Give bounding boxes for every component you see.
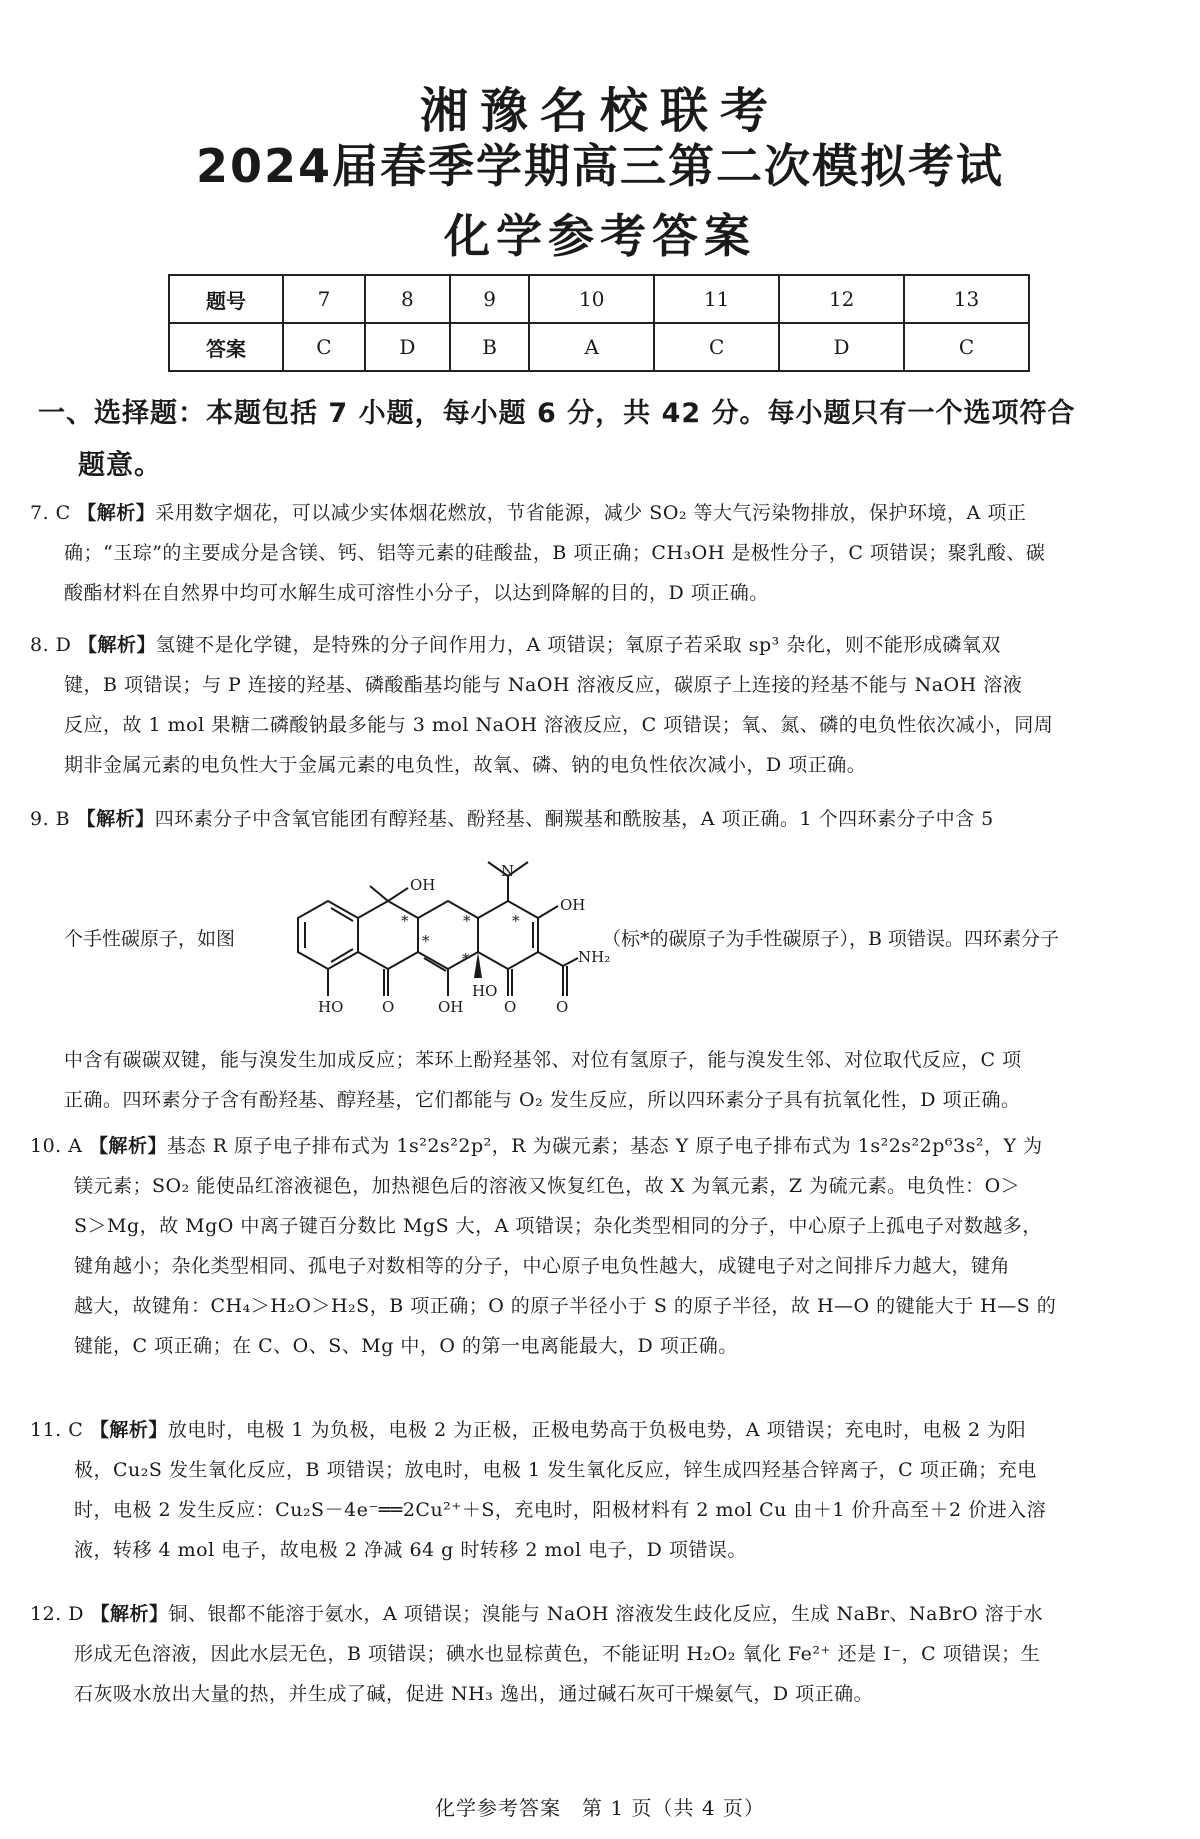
explanation-line: 酸酯材料在自然界中均可水解生成可溶性小分子，以达到降解的目的，D 项正确。 bbox=[64, 582, 769, 604]
question-number: 8. D bbox=[30, 634, 78, 656]
chiral-star: * bbox=[463, 912, 471, 930]
explanation-line: 石灰吸水放出大量的热，并生成了碱，促进 NH₃ 逸出，通过碱石灰可干燥氨气，D 项正确。 bbox=[74, 1683, 874, 1705]
question-number: 7. C bbox=[30, 502, 78, 524]
table-cell-answer: C bbox=[654, 323, 779, 371]
question-number: 10. A bbox=[30, 1135, 90, 1157]
explanation-line: 氢键不是化学键，是特殊的分子间作用力，A 项错误；氧原子若采取 sp³ 杂化，则不能形成磷氧双 bbox=[155, 634, 1001, 656]
table-cell-answer: D bbox=[365, 323, 450, 371]
explanation-line: 确；“玉琮”的主要成分是含镁、钙、铝等元素的硅酸盐，B 项正确；CH₃OH 是极性分子，C 项错误；聚乳酸、碳 bbox=[64, 542, 1046, 564]
structure-label-nh2: NH₂ bbox=[578, 948, 611, 966]
explanation-line: 极，Cu₂S 发生氧化反应，B 项错误；放电时，电极 1 发生氧化反应，锌生成四羟基合锌离子，C 项正确；充电 bbox=[74, 1459, 1037, 1481]
section-heading bbox=[38, 388, 1178, 492]
chiral-star: * bbox=[462, 950, 470, 968]
header-line3: 化学参考答案 bbox=[444, 209, 756, 263]
analysis-tag: 【解析】 bbox=[89, 1135, 168, 1157]
explanation-line: 键能，C 项正确；在 C、O、S、Mg 中，O 的第一电离能最大，D 项正确。 bbox=[74, 1335, 738, 1357]
structure-label-oh: OH bbox=[410, 876, 436, 894]
explanation-line: 正确。四环素分子含有酚羟基、醇羟基，它们都能与 O₂ 发生反应，所以四环素分子具有抗氧化性，D 项正确。 bbox=[64, 1089, 1021, 1111]
table-cell-question: 7 bbox=[283, 275, 365, 323]
explanation-line: 越大，故键角：CH₄＞H₂O＞H₂S，B 项正确；O 的原子半径小于 S 的原子半径，故 H—O 的键能大于 H—S 的 bbox=[74, 1295, 1057, 1317]
analysis-tag: 【解析】 bbox=[76, 808, 155, 830]
analysis-tag: 【解析】 bbox=[89, 1419, 168, 1441]
table-cell-question: 11 bbox=[654, 275, 779, 323]
explanation-line: 形成无色溶液，因此水层无色，B 项错误；碘水也显棕黄色，不能证明 H₂O₂ 氧化 Fe²⁺ 还是 I⁻，C 项错误；生 bbox=[74, 1643, 1041, 1665]
wedge-bond bbox=[474, 952, 482, 978]
page-footer: 化学参考答案 第 1 页（共 4 页） bbox=[435, 1796, 765, 1820]
explanation-line: S＞Mg，故 MgO 中离子键百分数比 MgS 大，A 项错误；杂化类型相同的分子，中心原子上孤电子对数越多， bbox=[74, 1215, 1042, 1237]
structure-label-ho: HO bbox=[318, 998, 344, 1016]
table-cell-question: 10 bbox=[529, 275, 654, 323]
explanation-line: 中含有碳碳双键，能与溴发生加成反应；苯环上酚羟基邻、对位有氢原子，能与溴发生邻、对位取代反应，C 项 bbox=[64, 1049, 1022, 1071]
table-cell-question: 8 bbox=[365, 275, 450, 323]
table-cell-question: 13 bbox=[904, 275, 1029, 323]
explanation-line: 四环素分子中含氧官能团有醇羟基、酚羟基、酮羰基和酰胺基，A 项正确。1 个四环素分子中含 5 bbox=[154, 808, 994, 830]
chiral-star: * bbox=[401, 912, 409, 930]
structure-label-o: O bbox=[504, 998, 517, 1016]
explanation-line: 基态 R 原子电子排布式为 1s²2s²2p²，R 为碳元素；基态 Y 原子电子排布式为 1s²2s²2p⁶3s²，Y 为 bbox=[167, 1135, 1043, 1157]
answer-table-row-questions bbox=[169, 275, 1029, 323]
structure-label-ho: HO bbox=[472, 982, 498, 1000]
table-label-question: 题号 bbox=[169, 275, 283, 323]
analysis-tag: 【解析】 bbox=[77, 634, 156, 656]
explanation-line: （标*的碳原子为手性碳原子），B 项错误。四环素分子 bbox=[602, 928, 1060, 950]
explanation-line: 采用数字烟花，可以减少实体烟花燃放，节省能源，减少 SO₂ 等大气污染物排放，保护环境，A 项正 bbox=[155, 502, 1027, 524]
question-number: 12. D bbox=[30, 1603, 91, 1625]
explanation-line: 液，转移 4 mol 电子，故电极 2 净减 64 g 时转移 2 mol 电子，D 项错误。 bbox=[74, 1539, 747, 1561]
header-line1: 湘豫名校联考 bbox=[419, 83, 780, 139]
structure-label-o: O bbox=[556, 998, 569, 1016]
structure-label-oh: OH bbox=[438, 998, 464, 1016]
structure-label-n: N bbox=[501, 862, 515, 880]
question-12-explanation bbox=[30, 1594, 1170, 1714]
table-cell-answer: B bbox=[450, 323, 529, 371]
question-number: 9. B bbox=[30, 808, 77, 830]
section-heading-line2: 题意。 bbox=[78, 450, 162, 481]
question-8-explanation bbox=[30, 625, 1170, 785]
table-cell-question: 9 bbox=[450, 275, 529, 323]
question-number: 11. C bbox=[30, 1419, 90, 1441]
question-11-explanation bbox=[30, 1410, 1170, 1570]
table-cell-answer: A bbox=[529, 323, 654, 371]
structure-label-oh: OH bbox=[560, 896, 586, 914]
table-cell-answer: C bbox=[283, 323, 365, 371]
analysis-tag: 【解析】 bbox=[77, 502, 156, 524]
table-cell-question: 12 bbox=[779, 275, 904, 323]
explanation-line: 反应，故 1 mol 果糖二磷酸钠最多能与 3 mol NaOH 溶液反应，C 项错误；氧、氮、磷的电负性依次减小，同周 bbox=[64, 714, 1054, 736]
question-9-explanation-cont bbox=[30, 1040, 1170, 1120]
explanation-line: 铜、银都不能溶于氨水，A 项错误；溴能与 NaOH 溶液发生歧化反应，生成 NaBr、NaBrO 溶于水 bbox=[168, 1603, 1044, 1625]
structure-bonds bbox=[298, 862, 578, 996]
table-cell-answer: D bbox=[779, 323, 904, 371]
chiral-star: * bbox=[512, 912, 520, 930]
explanation-line: 镁元素；SO₂ 能使品红溶液褪色，加热褪色后的溶液又恢复红色，故 X 为氧元素，Z 为硫元素。电负性：O＞ bbox=[74, 1175, 1021, 1197]
answer-table-row-answers bbox=[169, 323, 1029, 371]
question-9-structure-row bbox=[30, 846, 1170, 1036]
header-line2: 2024届春季学期高三第二次模拟考试 bbox=[195, 139, 1005, 193]
analysis-tag: 【解析】 bbox=[90, 1603, 169, 1625]
explanation-line: 放电时，电极 1 为负极，电极 2 为正极，正极电势高于负极电势，A 项错误；充电时，电极 2 为阳 bbox=[167, 1419, 1027, 1441]
structure-label-o: O bbox=[382, 998, 395, 1016]
question-10-explanation bbox=[30, 1126, 1170, 1366]
question-7-explanation bbox=[30, 493, 1170, 613]
explanation-line: 期非金属元素的电负性大于金属元素的电负性，故氧、磷、钠的电负性依次减小，D 项正确。 bbox=[64, 754, 867, 776]
table-label-answer: 答案 bbox=[169, 323, 283, 371]
table-cell-answer: C bbox=[904, 323, 1029, 371]
tetracycline-structure-diagram bbox=[258, 846, 611, 1036]
explanation-line: 键角越小；杂化类型相同、孤电子对数相等的分子，中心原子电负性越大，成键电子对之间排斥力越大，键角 bbox=[74, 1255, 1011, 1277]
answer-table bbox=[168, 274, 1030, 372]
explanation-line: 时，电极 2 发生反应：Cu₂S－4e⁻══2Cu²⁺＋S，充电时，阳极材料有 2 mol Cu 由＋1 价升高至＋2 价进入溶 bbox=[74, 1499, 1047, 1521]
section-heading-line1: 一、选择题：本题包括 7 小题，每小题 6 分，共 42 分。每小题只有一个选项符合 bbox=[38, 398, 1076, 429]
question-9-explanation bbox=[30, 799, 1170, 839]
explanation-line: 个手性碳原子，如图 bbox=[64, 928, 236, 950]
explanation-line: 键，B 项错误；与 P 连接的羟基、磷酸酯基均能与 NaOH 溶液反应，碳原子上连接的羟基不能与 NaOH 溶液 bbox=[64, 674, 1023, 696]
chiral-star: * bbox=[422, 932, 430, 950]
